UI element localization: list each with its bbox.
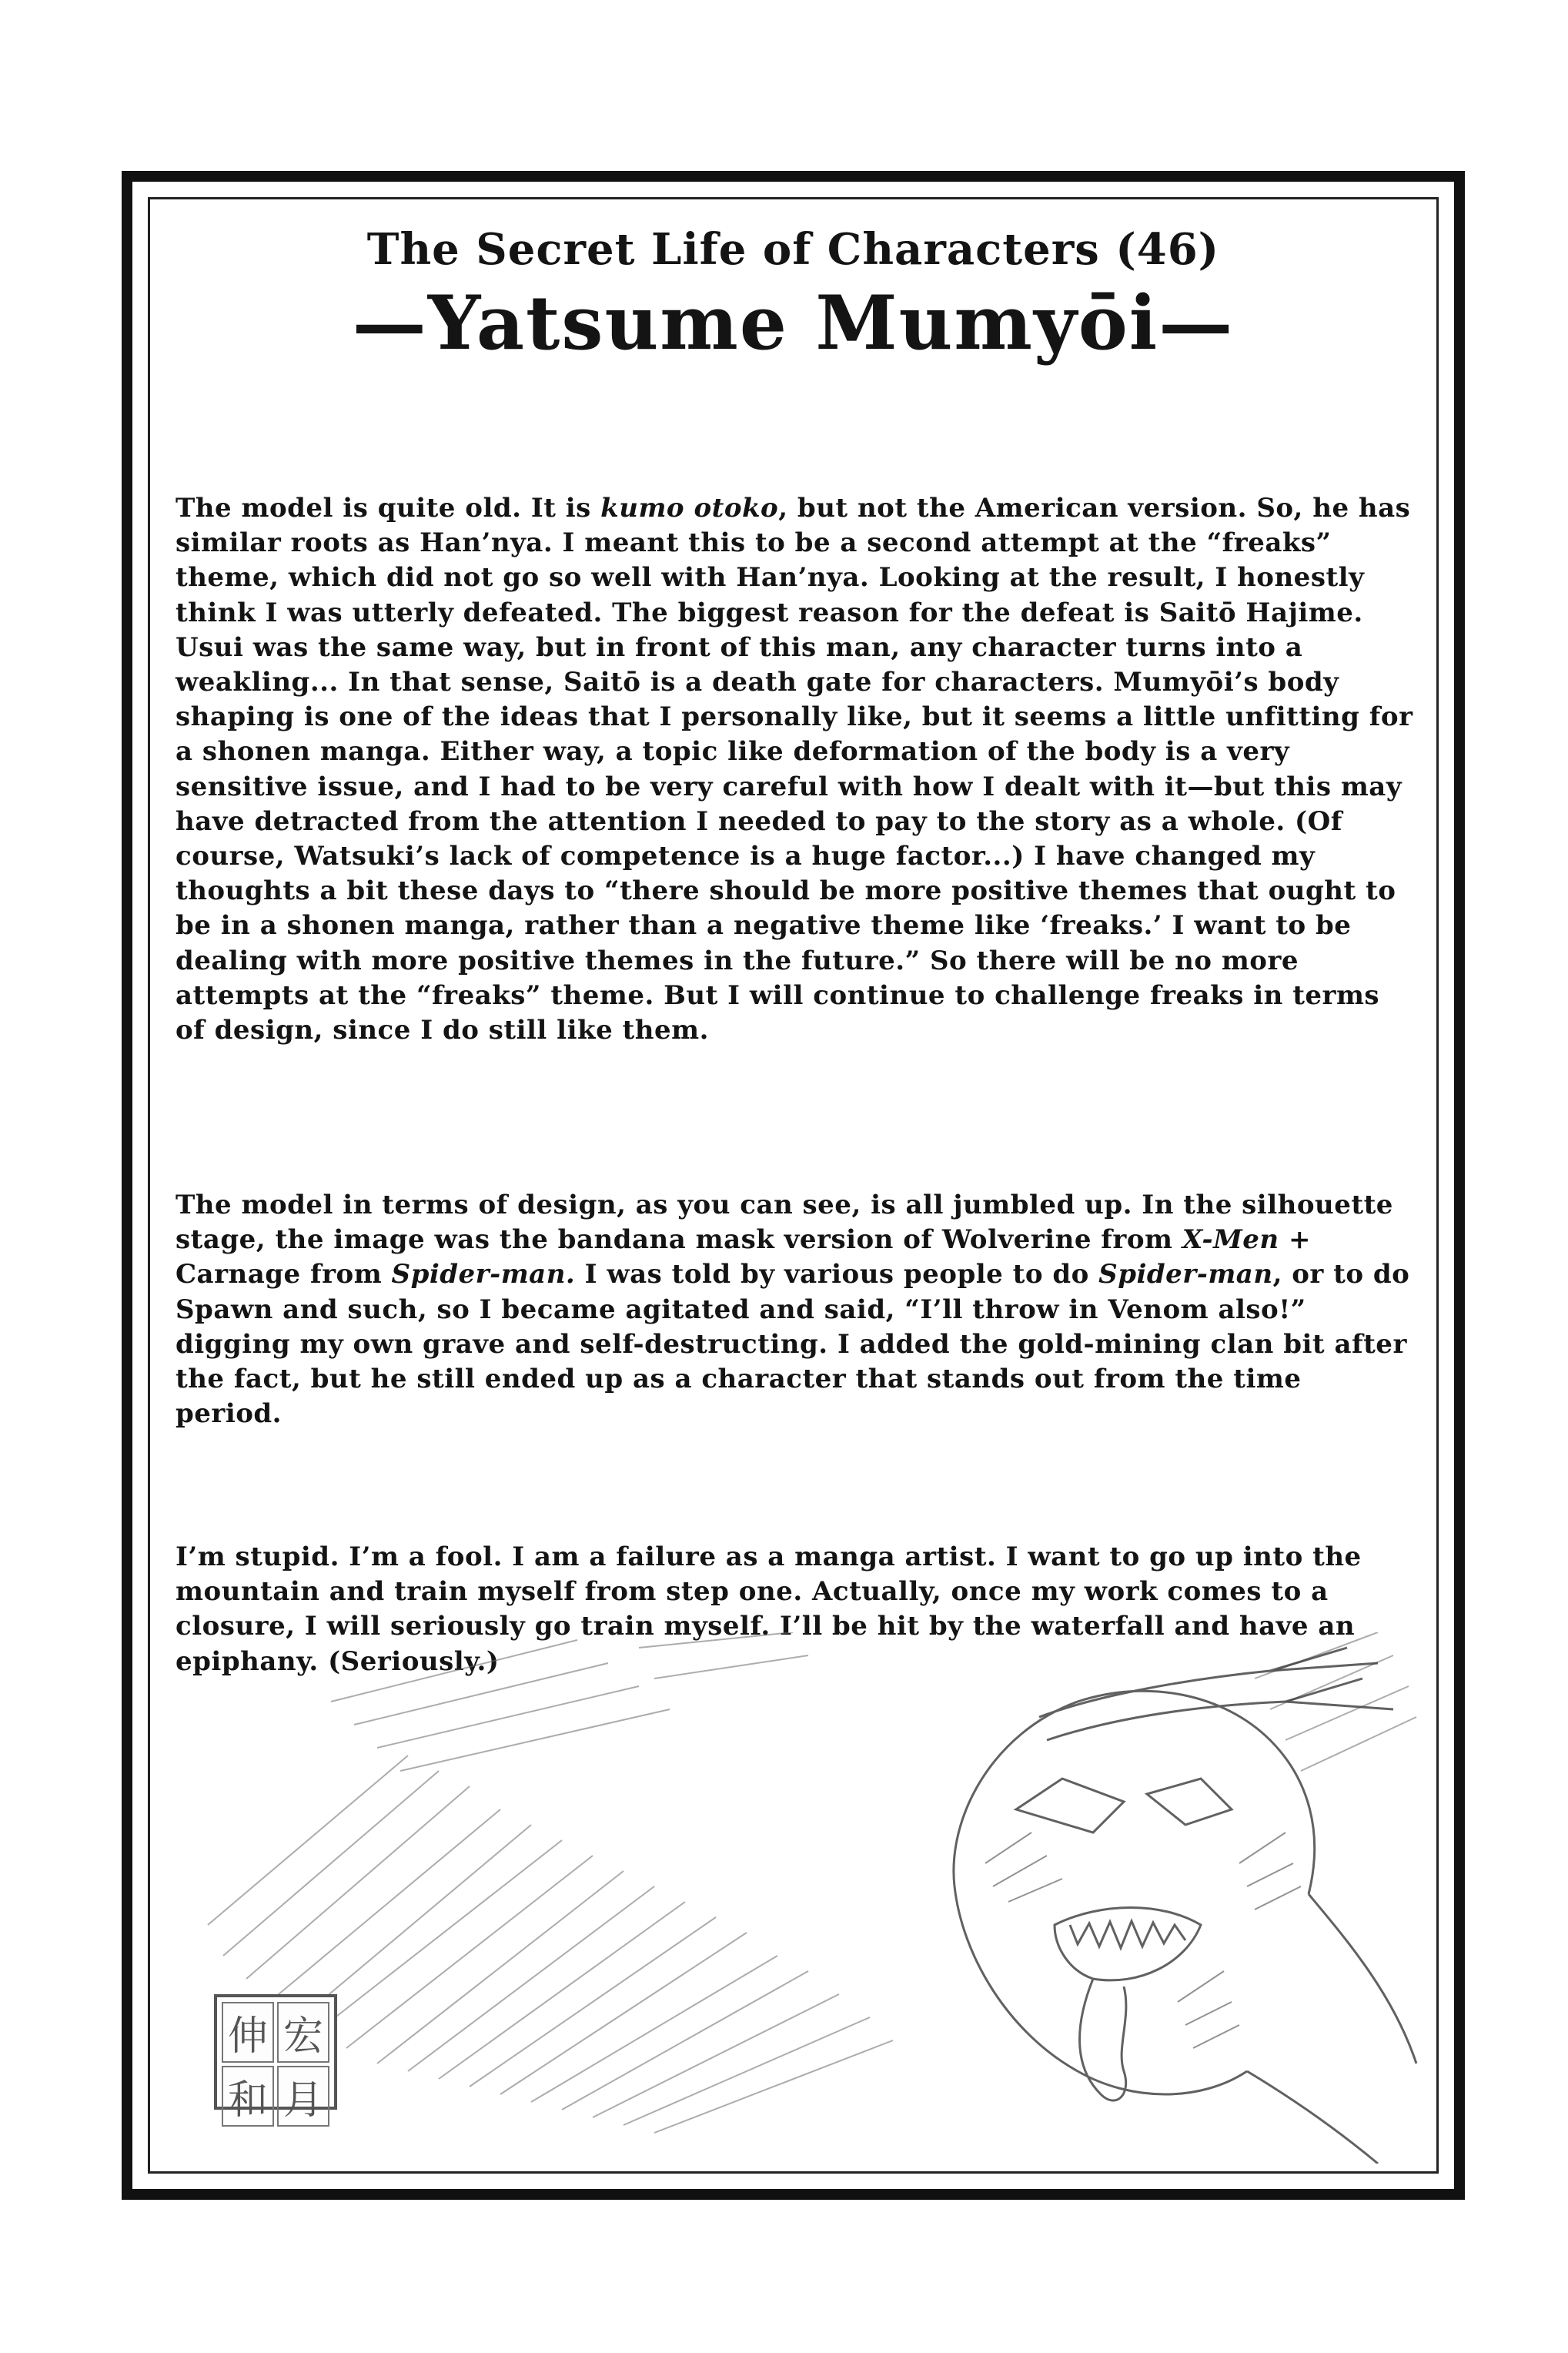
paragraph-2-part-2: + Carnage from xyxy=(176,1224,1311,1290)
page-subtitle: —Yatsume Mumyōi— xyxy=(352,279,1235,367)
paragraph-1-italic-kumo-otoko: kumo otoko xyxy=(600,493,779,524)
seal-char-3: 和 xyxy=(222,2066,274,2127)
page-title: The Secret Life of Characters (46) xyxy=(366,224,1220,275)
artist-seal xyxy=(214,1994,337,2124)
paragraph-2-italic-spider-man-1: Spider-man. xyxy=(391,1259,576,1290)
paragraph-2-part-3: I was told by various people to do xyxy=(575,1259,1099,1290)
paragraph-1 xyxy=(176,491,1415,1048)
paragraph-2 xyxy=(176,1188,1415,1431)
paragraph-2-part-4: , or to do Spawn and such, so I became agitated and said, “I’ll throw in Venom also!” digging my own grave and self-destructing. I added the gold-mining clan bit after the fact, but he still ended up as a character that stands out from the time period. xyxy=(176,1259,1410,1430)
seal-char-4: 月 xyxy=(277,2066,329,2127)
paragraph-2-part-1: The model in terms of design, as you can see, is all jumbled up. In the silhouette stage, the image was the bandana mask version of Wolverine from xyxy=(176,1190,1393,1256)
seal-char-1: 伸 xyxy=(222,2002,274,2063)
paragraph-1-part-1: The model is quite old. It is xyxy=(176,493,601,524)
paragraph-3: I’m stupid. I’m a fool. I am a failure as a manga artist. I want to go up into the mountain and train myself from step one. Actually, once my work comes to a closure, I will seriously go train myself. I’ll be hit by the waterfall and have an epiphany. (Seriously.) xyxy=(176,1541,1362,1677)
paragraph-2-italic-x-men: X-Men xyxy=(1182,1224,1279,1256)
paragraph-2-italic-spider-man-2: Spider-man xyxy=(1098,1259,1273,1290)
seal-char-2: 宏 xyxy=(277,2002,329,2063)
character-sketch-icon xyxy=(177,1632,1424,2164)
paragraph-1-part-2: , but not the American version. So, he has similar roots as Han’nya. I meant this to be a second attempt at the “freaks” theme, which did not go so well with Han’nya. Looking at the result, I honestly think I was utterly defeated. The biggest reason for the defeat is Saitō Hajime. Usui was the same way, but in front of this man, any character turns into a weakling... In that sense, Saitō is a death gate for characters. Mumyōi’s body shaping is one of the ideas that I personally like, but it seems a little unfitting for a shonen manga. Either way, a topic like deformation of the body is a very sensitive issue, and I had to be very careful with how I dealt with it—but this may have detracted from the attention I needed to pay to the story as a whole. (Of course, Watsuki’s lack of competence is a huge factor...) I have changed my thoughts a bit these days to “there should be more positive themes that ought to be in a shonen manga, rather than a negative theme like ‘freaks.’ I want to be dealing with more positive themes in the future.” So there will be no more attempts at the “freaks” theme. But I will continue to challenge freaks in terms of design, since I do still like them. xyxy=(176,493,1413,1046)
